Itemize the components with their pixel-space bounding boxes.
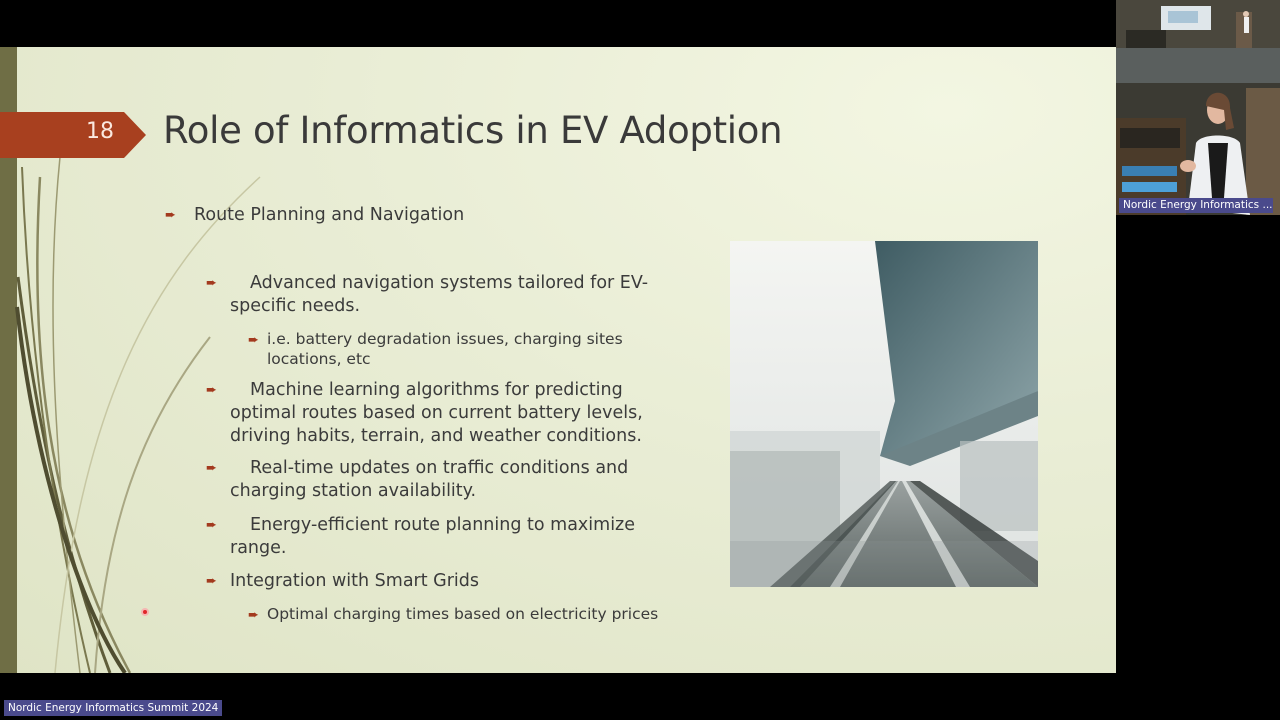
- participant-name-label: Nordic Energy Informatics ...: [1119, 198, 1273, 213]
- bullet-arrow-icon: ➨: [248, 608, 259, 623]
- bullet-battery-degradation: ➨ i.e. battery degradation issues, charging sites locations, etc: [248, 330, 623, 368]
- bullet-arrow-icon: ➨: [206, 574, 217, 589]
- bullet-arrow-icon: ➨: [165, 208, 176, 223]
- presentation-slide: [0, 47, 1116, 673]
- bullet-arrow-icon: ➨: [206, 518, 217, 533]
- bullet-smart-grids: ➨ Integration with Smart Grids: [206, 571, 480, 591]
- bullet-route-planning: ➨ Route Planning and Navigation: [165, 205, 465, 225]
- bullet-optimal-charging: ➨ Optimal charging times based on electricity prices: [248, 604, 688, 624]
- speaker-camera-video: [1116, 48, 1280, 215]
- slide-title: Role of Informatics in EV Adoption: [163, 109, 783, 152]
- bullet-arrow-icon: ➨: [248, 333, 259, 348]
- bullet-real-time-updates: ➨ Real-time updates on traffic conditions and charging station availability.: [206, 458, 629, 501]
- laser-pointer-dot: [141, 608, 149, 616]
- bullet-arrow-icon: ➨: [206, 276, 217, 291]
- room-camera-thumbnail: [1116, 0, 1280, 48]
- event-name-label: Nordic Energy Informatics Summit 2024: [4, 700, 222, 716]
- bullet-advanced-navigation: ➨ Advanced navigation systems tailored for EV-specific needs.: [206, 273, 649, 316]
- bullet-arrow-icon: ➨: [206, 461, 217, 476]
- bullet-energy-efficient: ➨ Energy-efficient route planning to maximize range.: [206, 515, 636, 558]
- bullet-machine-learning: ➨ Machine learning algorithms for predicting optimal routes based on current battery levels, driving habits, terrain, and weather conditions.: [206, 380, 643, 446]
- bullet-arrow-icon: ➨: [206, 383, 217, 398]
- highway-overpass-photo: [730, 241, 1038, 587]
- slide-number: 18: [86, 119, 114, 144]
